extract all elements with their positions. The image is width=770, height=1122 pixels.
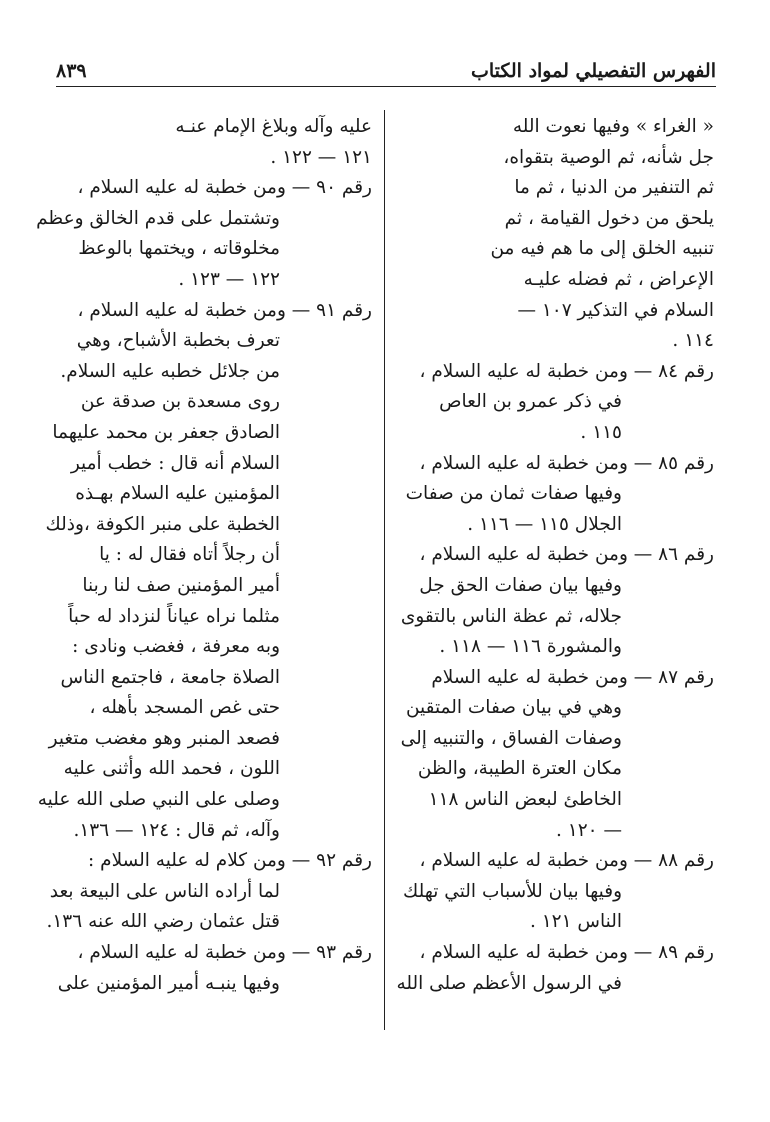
entry-text: ومن كلام له عليه السلام : xyxy=(88,850,286,872)
entry-line xyxy=(398,357,714,388)
entry-line xyxy=(49,877,372,908)
entry-text: الخاطئ لبعض الناس ١١٨ xyxy=(428,789,622,811)
entry-text: والمشورة ١١٦ — ١١٨ . xyxy=(439,636,622,658)
entry-text: وفيها ينبـه أمير المؤمنين على xyxy=(57,972,280,994)
entry-line xyxy=(46,907,372,938)
entry-text: تعرف بخطبة الأشباح، وهي xyxy=(76,330,280,352)
entry-text: جل شأنه، ثم الوصية بتقواه، xyxy=(503,146,714,168)
entry-text: ١١٤ . xyxy=(672,330,714,352)
entry-line xyxy=(398,112,714,143)
entry-text: السلام أنه قال : خطب أمير xyxy=(70,452,280,474)
entry-text: — ١٢٠ . xyxy=(556,819,622,841)
entry-text: لما أراده الناس على البيعة بعد xyxy=(49,880,280,902)
entry-text: حتى غص المسجد بأهله ، xyxy=(89,697,280,719)
entry-number-label: رقم ٨٨ — xyxy=(627,850,714,872)
entry-text: يلحق من دخول القيامة ، ثم xyxy=(504,207,714,229)
entry-line xyxy=(398,296,714,327)
entry-text: وتشتمل على قدم الخالق وعظم xyxy=(36,207,280,229)
index-entry xyxy=(398,846,714,938)
entry-line xyxy=(398,754,714,785)
entry-text: الجلال ١١٥ — ١١٦ . xyxy=(467,513,622,535)
entry-text: ١١٥ . xyxy=(580,421,622,443)
entry-line xyxy=(56,571,372,602)
column-divider xyxy=(384,110,385,1030)
entry-text: ١٢١ — ١٢٢ . xyxy=(270,146,372,168)
entry-text: ومن خطبة له عليه السلام ، xyxy=(419,850,628,872)
entry-number-label: رقم ٩٢ — xyxy=(285,850,372,872)
entry-line xyxy=(56,693,372,724)
entry-text: ومن خطبة له عليه السلام ، xyxy=(419,452,628,474)
entry-text: جلاله، ثم عظة الناس بالتقوى xyxy=(400,605,622,627)
entry-text: ومن خطبة له عليه السلام ، xyxy=(419,544,628,566)
entry-number-label: رقم ٩٣ — xyxy=(285,942,372,964)
entry-line xyxy=(398,907,714,938)
index-entry xyxy=(37,296,372,847)
entry-text: مخلوقاته ، ويختمها بالوعظ xyxy=(78,238,280,260)
entry-line xyxy=(56,969,372,1000)
index-entry xyxy=(398,449,714,541)
index-entry xyxy=(36,173,372,295)
index-entry-continuation xyxy=(56,112,372,173)
entry-text: الصلاة جامعة ، فاجتمع الناس xyxy=(60,666,280,688)
entry-line xyxy=(56,296,372,327)
entry-text: وبه معرفة ، فغضب ونادى : xyxy=(72,636,280,658)
entry-line xyxy=(398,173,714,204)
entry-text: أمير المؤمنين صف لنا ربنا xyxy=(82,574,280,596)
entry-line xyxy=(56,846,372,877)
entry-text: ١٢٢ — ١٢٣ . xyxy=(178,268,280,290)
entry-line xyxy=(56,540,372,571)
entry-text: مثلما نراه عياناً لنزداد له حباً xyxy=(68,605,280,627)
entry-line xyxy=(398,969,714,1000)
header-title: الفهرس التفصيلي لمواد الكتاب xyxy=(470,60,716,82)
entry-text: وهي في بيان صفات المتقين xyxy=(405,697,622,719)
entry-text: « الغراء » وفيها نعوت الله xyxy=(512,116,714,137)
entry-line xyxy=(56,357,372,388)
entry-text: وصلى على النبي صلى الله عليه xyxy=(37,789,280,811)
page-number: ٨٣٩ xyxy=(56,60,87,82)
entry-number-label: رقم ٨٧ — xyxy=(627,666,714,688)
entry-line xyxy=(45,510,372,541)
index-column-right xyxy=(398,112,714,999)
index-entry xyxy=(46,846,372,938)
entry-line xyxy=(56,602,372,633)
entry-line xyxy=(56,449,372,480)
entry-text: عليه وآله وبلاغ الإمام عنـه xyxy=(175,116,372,137)
entry-text: المؤمنين عليه السلام بهـذه xyxy=(75,483,280,505)
entry-text: قتل عثمان رضي الله عنه ١٣٦. xyxy=(46,911,280,933)
entry-line xyxy=(56,754,372,785)
entry-text: الصادق جعفر بن محمد عليهما xyxy=(52,421,280,443)
entry-number-label: رقم ٩٠ — xyxy=(285,177,372,199)
entry-text: الخطبة على منبر الكوفة ،وذلك xyxy=(45,513,280,535)
entry-text: وفيها بيان للأسباب التي تهلك xyxy=(403,880,622,902)
index-entry xyxy=(398,540,714,662)
entry-line xyxy=(398,204,714,235)
entry-text: من جلائل خطبه عليه السلام. xyxy=(60,360,280,382)
entry-line xyxy=(398,877,714,908)
entry-line xyxy=(398,724,714,755)
entry-line xyxy=(37,785,372,816)
entry-line xyxy=(398,663,714,694)
entry-text: ومن خطبة له عليه السلام ، xyxy=(419,360,628,382)
entry-line xyxy=(56,265,372,296)
entry-line xyxy=(398,602,714,633)
entry-text: مكان العترة الطيبة، والظن xyxy=(417,758,622,780)
entry-text: أن رجلاً أتاه فقال له : يا xyxy=(99,544,280,566)
entry-text: تنبيه الخلق إلى ما هم فيه من xyxy=(490,238,714,260)
entry-line xyxy=(398,387,714,418)
entry-line xyxy=(56,326,372,357)
entry-line xyxy=(36,204,372,235)
entry-line xyxy=(56,112,372,143)
entry-line xyxy=(56,143,372,174)
index-entry xyxy=(398,663,714,847)
entry-text: ثم التنفير من الدنيا ، ثم ما xyxy=(514,177,714,199)
entry-text: ومن خطبة له عليه السلام ، xyxy=(77,299,286,321)
entry-line xyxy=(398,938,714,969)
entry-text: ومن خطبة له عليه السلام ، xyxy=(77,177,286,199)
entry-text: في الرسول الأعظم صلى الله xyxy=(396,972,622,994)
entry-text: فصعد المنبر وهو مغضب متغير xyxy=(48,727,280,749)
entry-number-label: رقم ٨٦ — xyxy=(627,544,714,566)
entry-text: ومن خطبة له عليه السلام xyxy=(431,666,628,688)
entry-text: السلام في التذكير ١٠٧ — xyxy=(517,299,714,321)
entry-line xyxy=(56,234,372,265)
entry-line xyxy=(398,540,714,571)
entry-text: اللون ، فحمد الله وأثنى عليه xyxy=(63,758,280,780)
entry-line xyxy=(398,234,714,265)
running-header xyxy=(56,56,716,87)
entry-number-label: رقم ٨٤ — xyxy=(627,360,714,382)
entry-line xyxy=(398,449,714,480)
entry-number-label: رقم ٨٩ — xyxy=(627,942,714,964)
entry-line xyxy=(398,632,714,663)
entry-line xyxy=(52,418,372,449)
entry-text: وفيها صفات ثمان من صفات xyxy=(405,483,622,505)
index-entry xyxy=(56,938,372,999)
entry-line xyxy=(56,479,372,510)
entry-line xyxy=(398,143,714,174)
entry-line xyxy=(398,479,714,510)
entry-line xyxy=(398,510,714,541)
entry-line xyxy=(56,387,372,418)
entry-text: وآله، ثم قال : ١٢٤ — ١٣٦. xyxy=(73,819,280,841)
entry-text: الناس ١٢١ . xyxy=(529,911,622,933)
entry-line xyxy=(398,418,714,449)
entry-line xyxy=(48,724,372,755)
entry-text: في ذكر عمرو بن العاص xyxy=(439,391,622,413)
entry-line xyxy=(398,816,714,847)
entry-line xyxy=(398,693,714,724)
entry-line xyxy=(56,632,372,663)
entry-text: ومن خطبة له عليه السلام ، xyxy=(419,942,628,964)
entry-line xyxy=(56,938,372,969)
entry-line xyxy=(56,663,372,694)
entry-text: روى مسعدة بن صدقة عن xyxy=(80,391,280,413)
index-entry xyxy=(398,357,714,449)
entry-line xyxy=(56,816,372,847)
entry-number-label: رقم ٨٥ — xyxy=(627,452,714,474)
entry-line xyxy=(398,265,714,296)
index-entry xyxy=(398,938,714,999)
entry-text: وفيها بيان صفات الحق جل xyxy=(419,574,622,596)
entry-line xyxy=(56,173,372,204)
entry-line xyxy=(398,571,714,602)
entry-line xyxy=(398,326,714,357)
entry-line xyxy=(398,785,714,816)
index-column-left xyxy=(36,112,372,999)
entry-number-label: رقم ٩١ — xyxy=(285,299,372,321)
entry-line xyxy=(398,846,714,877)
index-entry-continuation xyxy=(398,112,714,357)
entry-text: الإعراض ، ثم فضله عليـه xyxy=(523,268,714,290)
entry-text: وصفات الفساق ، والتنبيه إلى xyxy=(400,727,622,749)
entry-text: ومن خطبة له عليه السلام ، xyxy=(77,942,286,964)
